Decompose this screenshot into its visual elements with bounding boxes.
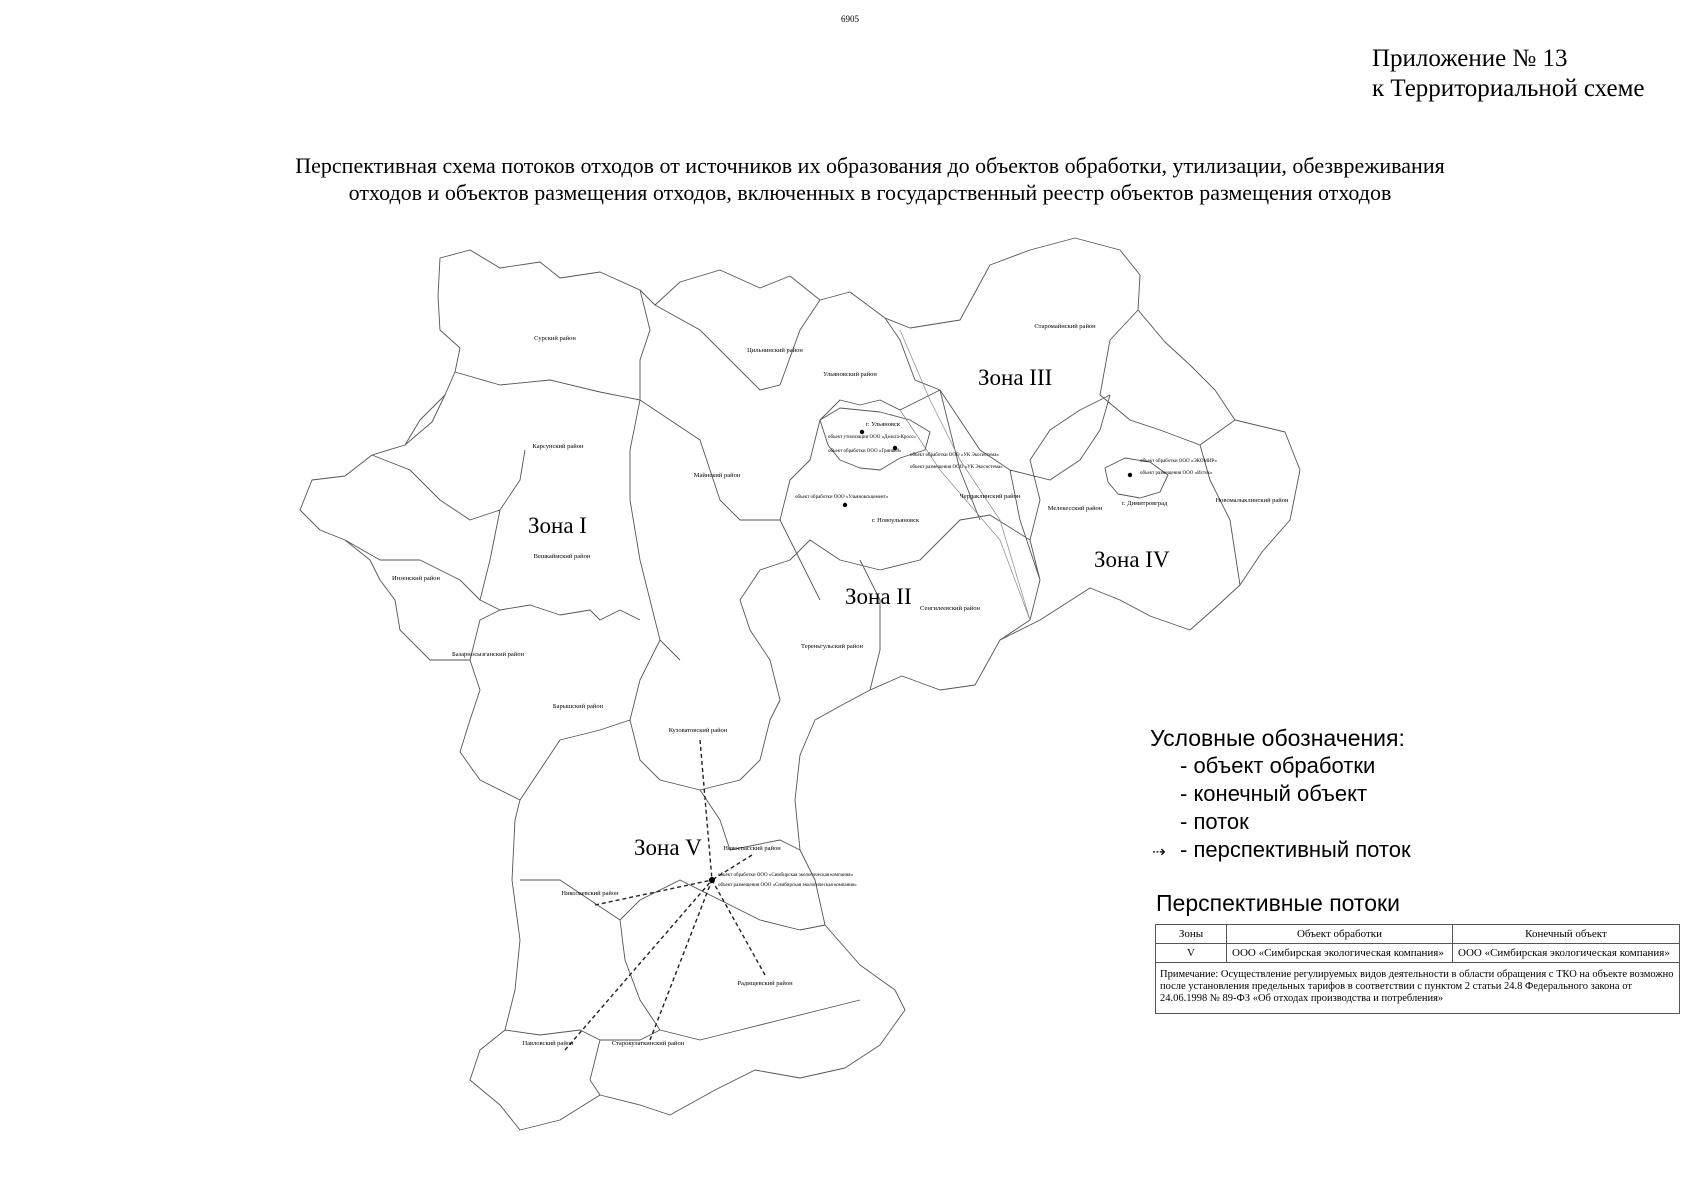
- legend-item-perspective-flow: [1152, 836, 1411, 867]
- map-legend: [1150, 724, 1411, 867]
- legend-label: - объект обработки: [1180, 753, 1376, 778]
- district-label: Цильнинский район: [747, 347, 803, 354]
- flow-starokulatka: [650, 880, 712, 1040]
- facility-markers: [709, 430, 1132, 883]
- table-note-row: [1156, 963, 1680, 1014]
- district-label: Кузоватовский район: [668, 727, 728, 734]
- table-row: [1156, 944, 1680, 963]
- header-final: Конечный объект: [1453, 925, 1680, 944]
- facility-note: объект размещения ООО «Исток»: [1140, 471, 1213, 476]
- district-label: Вешкаймский район: [533, 553, 591, 560]
- table-header-row: [1156, 925, 1680, 944]
- dashed-arrow-icon: ⇢: [1152, 844, 1166, 861]
- district-label: Барышский район: [552, 703, 604, 710]
- flow-pavlovka: [565, 880, 712, 1050]
- city-label-novoulyanovsk: г. Новоульяновск: [872, 517, 920, 524]
- zone-label-2: Зона II: [845, 584, 912, 609]
- legend-item-flow: [1182, 808, 1411, 836]
- dimitrovgrad-outline: [1105, 458, 1168, 498]
- facility-note: объект обработки ООО «ЭКОМИР»: [1140, 459, 1217, 464]
- district-label: Старомайнский район: [1034, 323, 1096, 330]
- title-line-2: отходов и объектов размещения отходов, включенных в государственный реестр объектов размещения отходов: [348, 180, 1392, 205]
- legend-label: - перспективный поток: [1180, 837, 1411, 862]
- city-label-ulyanovsk: г. Ульяновск: [866, 421, 901, 428]
- facility-note: объект размещения ООО «Симбирская экологическая компания»: [718, 883, 857, 888]
- district-label: Новомалыклинский район: [1215, 497, 1289, 504]
- district-label: Ульяновский район: [823, 371, 877, 378]
- district-label: Базарносызганский район: [451, 651, 525, 658]
- district-label: Старокулаткинский район: [611, 1040, 685, 1047]
- flow-radishchevo: [712, 880, 765, 975]
- district-label: Радищевский район: [737, 980, 793, 987]
- district-label: Новоспасский район: [723, 845, 781, 852]
- flows-title: Перспективные потоки: [1156, 890, 1400, 916]
- header-zones: Зоны: [1156, 925, 1227, 944]
- district-label: Майнский район: [693, 472, 741, 479]
- facility-note: объект размещения ООО «УК Экосистема»: [910, 465, 1003, 470]
- facility-note: объект обработки ООО «УК Экосистема»: [910, 453, 999, 458]
- zone-label-5: Зона V: [634, 835, 702, 860]
- zone-label-1: Зона I: [528, 513, 587, 538]
- district-label: Инзенский район: [391, 575, 441, 582]
- district-label: Тереньгульский район: [801, 643, 863, 650]
- legend-item-final-object: [1182, 780, 1411, 808]
- legend-item-processing: [1182, 752, 1411, 780]
- dimitrovgrad-facility-marker: [1128, 473, 1132, 477]
- legend-label: - поток: [1180, 809, 1249, 834]
- cell-zone: V: [1156, 944, 1227, 963]
- district-label: Николаевский район: [561, 890, 619, 897]
- legend-label: - конечный объект: [1180, 781, 1368, 806]
- legend-title: Условные обозначения:: [1150, 725, 1405, 751]
- flows-table: [1155, 924, 1680, 1014]
- title-line-1: Перспективная схема потоков отходов от источников их образования до объектов обработки, утилизации, обезвреживания: [295, 153, 1445, 178]
- district-label: Сурский район: [534, 335, 576, 342]
- district-label: Карсунский район: [532, 443, 584, 450]
- district-label: Павловский район: [522, 1040, 574, 1047]
- district-label: Чердаклинский район: [959, 493, 1021, 500]
- facility-note: объект обработки ООО «Симбирская экологическая компания»: [718, 873, 854, 878]
- district-label: Мелекесский район: [1047, 505, 1103, 512]
- novoulyanovsk-facility-marker: [843, 503, 847, 507]
- facility-note: объект обработки ООО «Гринвей»: [828, 449, 902, 454]
- novospassky-facility-marker: [709, 877, 715, 883]
- facility-note: объект обработки ООО «Ульяновскцемент»: [795, 495, 889, 500]
- zone-label-4: Зона IV: [1094, 547, 1170, 572]
- facility-note: объект утилизации ООО «Дельта-Кросс»: [828, 435, 916, 440]
- cell-processing: ООО «Симбирская экологическая компания»: [1227, 944, 1453, 963]
- table-note: Примечание: Осуществление регулируемых видов деятельности в области обращения с ТКО на объекте возможно после установления предельных тарифов в соответствии с пунктом 2 статьи 24.8 Федерального закона от 24.06.1998 № 89-ФЗ «Об отходах производства и потребления»: [1156, 963, 1680, 1014]
- zone-label-3: Зона III: [978, 365, 1053, 390]
- cell-final: ООО «Симбирская экологическая компания»: [1453, 944, 1680, 963]
- region-outline: [300, 238, 1300, 1130]
- appendix-line-2: к Территориальной схеме: [1372, 75, 1645, 102]
- ulyanovsk-facility-marker-1: [860, 430, 864, 434]
- page-number: 6905: [841, 14, 859, 24]
- district-label: Сенгилеевский район: [920, 605, 980, 612]
- appendix-line-1: Приложение № 13: [1372, 45, 1568, 72]
- city-label-dimitrovgrad: г. Димитровград: [1122, 500, 1168, 507]
- header-processing: Объект обработки: [1227, 925, 1453, 944]
